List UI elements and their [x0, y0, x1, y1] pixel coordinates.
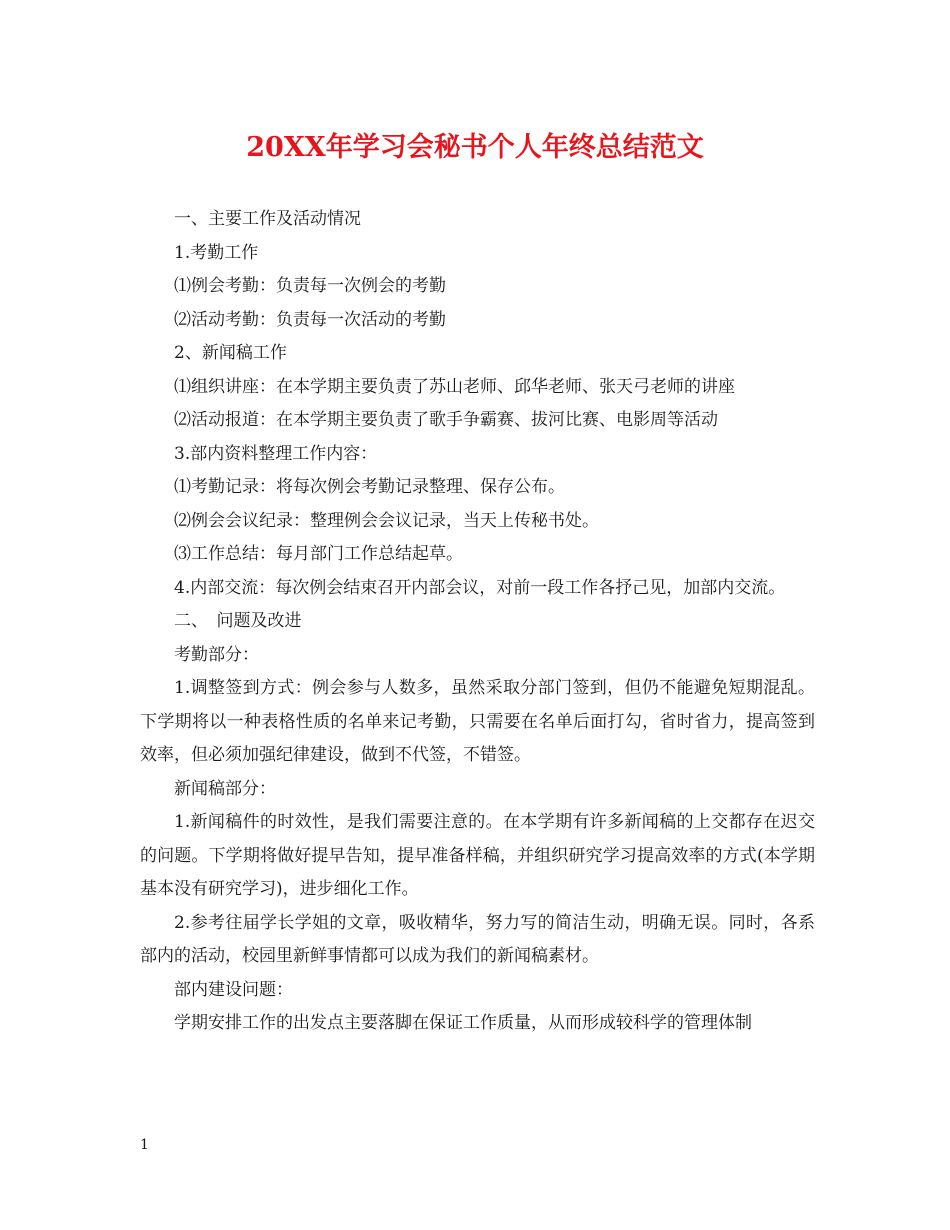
subheading-attendance-part: 考勤部分： — [174, 644, 259, 665]
paragraph-timeliness: 1.新闻稿件的时效性，是我们需要注意的。在本学期有许多新闻稿的上交都存在迟交的问题。下学期将做好提早告知，提早准备样稿，并组织研究学习提高效率的方式(本学期基本没有研究学习)，进步细化工作。 — [140, 812, 815, 899]
list-item: ⑵活动报道：在本学期主要负责了歌手争霸赛、拔河比赛、电影周等活动 — [174, 410, 718, 430]
list-item: ⑵活动考勤：负责每一次活动的考勤 — [174, 309, 446, 330]
list-item: ⑴组织讲座：在本学期主要负责了苏山老师、邱华老师、张天弓老师的讲座 — [174, 376, 735, 397]
paragraph-reference: 2.参考往届学长学姐的文章，吸收精华，努力写的简洁生动，明确无误。同时，各系部内的活动，校园里新鲜事情都可以成为我们的新闻稿素材。 — [140, 912, 815, 966]
page-number: 1 — [140, 1137, 149, 1153]
section-heading-1: 一、主要工作及活动情况 — [174, 209, 361, 229]
document-title: 20XX年学习会秘书个人年终总结范文 — [246, 132, 704, 163]
subheading-records: 3.部内资料整理工作内容： — [174, 443, 378, 464]
list-item: ⑴考勤记录：将每次例会考勤记录整理、保存公布。 — [174, 477, 565, 497]
paragraph-internal-exchange: 4.内部交流：每次例会结束召开内部会议，对前一段工作各抒己见，加部内交流。 — [174, 577, 786, 598]
list-item: ⑶工作总结：每月部门工作总结起草。 — [174, 544, 463, 564]
subheading-attendance: 1.考勤工作 — [174, 242, 259, 263]
subheading-news-part: 新闻稿部分： — [174, 778, 276, 799]
paragraph-management: 学期安排工作的出发点主要落脚在保证工作质量，从而形成较科学的管理体制 — [174, 1013, 752, 1033]
subheading-internal-building: 部内建设问题： — [174, 979, 293, 1000]
subheading-news: 2、新闻稿工作 — [174, 343, 287, 363]
list-item: ⑵例会会议纪录：整理例会会议记录，当天上传秘书处。 — [174, 510, 599, 531]
document-body — [140, 203, 815, 1041]
list-item: ⑴例会考勤：负责每一次例会的考勤 — [174, 276, 446, 296]
section-heading-2: 二、 问题及改进 — [174, 611, 302, 631]
paragraph-sign-in: 1.调整签到方式：例会参与人数多，虽然采取分部门签到，但仍不能避免短期混乱。下学期将以一种表格性质的名单来记考勤，只需要在名单后面打勾，省时省力，提高签到效率，但必须加强纪律建设，做到不代签，不错签。 — [140, 678, 815, 765]
